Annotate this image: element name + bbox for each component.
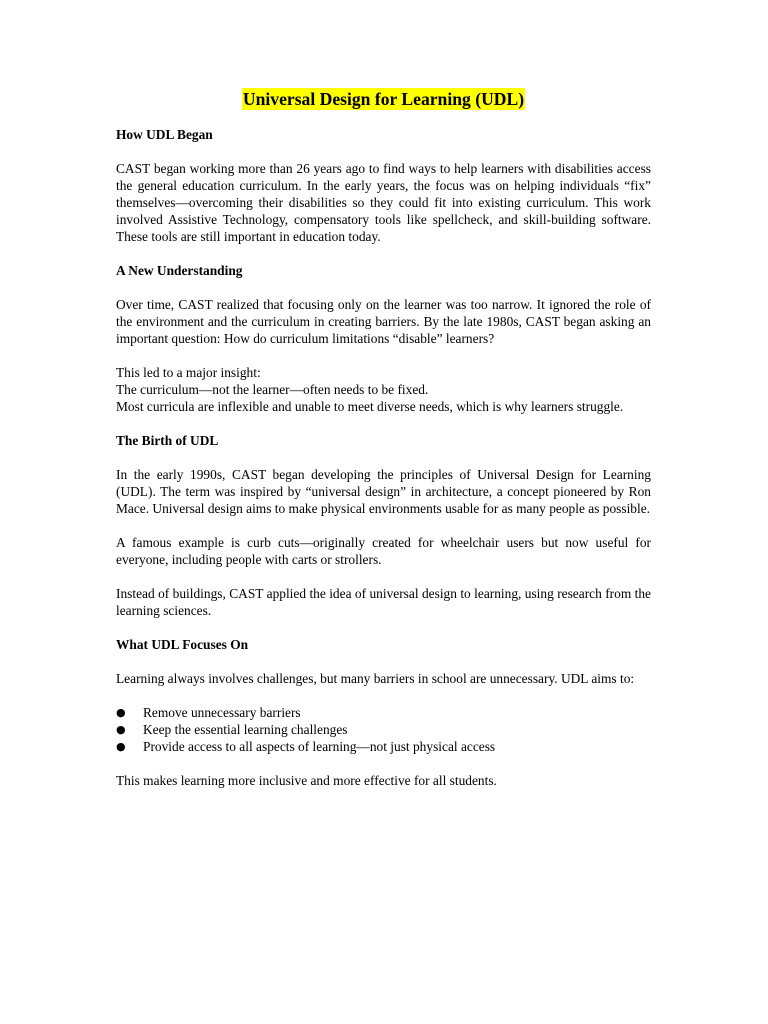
closing-paragraph: This makes learning more inclusive and more effective for all students. <box>116 773 497 788</box>
title-wrap <box>116 88 651 110</box>
paragraph: Over time, CAST realized that focusing only on the learner was too narrow. It ignored the role of the environment and the curriculum in creating barriers. By the late 1980s, CAST began asking an important question: How do curriculum limitations “disable” learners? <box>116 297 651 346</box>
insight-line: The curriculum—not the learner—often needs to be fixed. <box>116 382 429 397</box>
document-title: Universal Design for Learning (UDL) <box>242 89 525 109</box>
bullet-icon: ● <box>116 723 126 736</box>
bullet-icon: ● <box>116 706 126 719</box>
paragraph: Learning always involves challenges, but many barriers in school are unnecessary. UDL aims to: <box>116 671 635 686</box>
section-heading-birth-of-udl: The Birth of UDL <box>116 433 219 448</box>
paragraph: Instead of buildings, CAST applied the idea of universal design to learning, using research from the learning sciences. <box>116 586 651 618</box>
section-heading-new-understanding: A New Understanding <box>116 263 243 278</box>
list-item <box>116 721 651 738</box>
list-item-text: Keep the essential learning challenges <box>143 722 348 737</box>
section-heading-how-udl-began: How UDL Began <box>116 127 213 142</box>
bullet-list <box>116 704 651 755</box>
list-item-text: Remove unnecessary barriers <box>143 705 301 720</box>
document-page <box>116 88 651 806</box>
list-item-text: Provide access to all aspects of learning—not just physical access <box>143 739 496 754</box>
insight-line: This led to a major insight: <box>116 365 261 380</box>
list-item <box>116 704 651 721</box>
section-heading-what-udl-focuses-on: What UDL Focuses On <box>116 637 249 652</box>
paragraph: In the early 1990s, CAST began developing the principles of Universal Design for Learning (UDL). The term was inspired by “universal design” in architecture, a concept pioneered by Ron Mace. Universal design aims to make physical environments usable for as many people as possible. <box>116 467 651 516</box>
bullet-icon: ● <box>116 740 126 753</box>
insight-block <box>116 364 651 415</box>
paragraph: CAST began working more than 26 years ago to find ways to help learners with disabilities access the general education curriculum. In the early years, the focus was on helping individuals “fix” themselves—overcoming their disabilities so they could fit into existing curriculum. This work involved Assistive Technology, compensatory tools like spellcheck, and skill-building software. These tools are still important in education today. <box>116 161 651 244</box>
paragraph: A famous example is curb cuts—originally created for wheelchair users but now useful for everyone, including people with carts or strollers. <box>116 535 651 567</box>
insight-line: Most curricula are inflexible and unable to meet diverse needs, which is why learners struggle. <box>116 399 624 414</box>
list-item <box>116 738 651 755</box>
